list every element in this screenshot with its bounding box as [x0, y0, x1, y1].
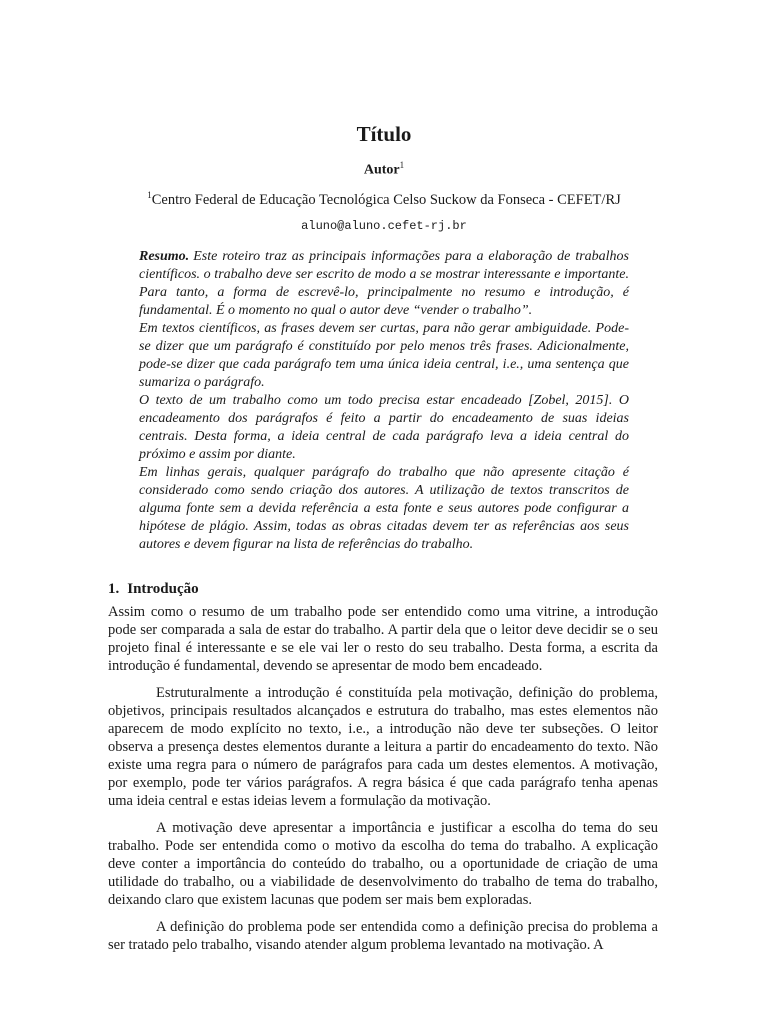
- affiliation-mark: 1: [147, 190, 152, 200]
- author-affiliation-mark: 1: [399, 160, 405, 170]
- abstract-paragraph: Em textos científicos, as frases devem ser curtas, para não gerar ambiguidade. Pode-se dizer que um parágrafo é constituído por pelo menos três frases. Adicionalmente, pode-se dizer que cada parágrafo tem uma única ideia central, i.e., uma sentença que sumariza o parágrafo.: [139, 321, 629, 390]
- affiliation-line: [0, 190, 768, 209]
- affiliation-text: Centro Federal de Educação Tecnológica Celso Suckow da Fonseca - CEFET/RJ: [151, 191, 621, 208]
- abstract-paragraph-text: Este roteiro traz as principais informações para a elaboração de trabalhos científicos. o trabalho deve ser escrito de modo a se mostrar interessante e importante. Para tanto, a forma de escrevê-lo, principalmente no resumo e introdução, é fundamental. É o momento no qual o autor deve “vender o trabalho”.: [139, 249, 629, 318]
- author-line: [0, 160, 768, 179]
- body-paragraph: A motivação deve apresentar a importância e justificar a escolha do tema do seu trabalho. Pode ser entendida como o motivo da escolha do tema do trabalho. A explicação deve conter a importância do conteúdo do trabalho, ou a oportunidade de criação de uma utilidade do trabalho, ou a viabilidade de desenvolvimento do trabalho de tema do trabalho, deixando claro que existem lacunas que podem ser mais bem exploradas.: [108, 820, 658, 908]
- author-email: aluno@aluno.cefet-rj.br: [301, 219, 467, 233]
- body-paragraph: Estruturalmente a introdução é constituída pela motivação, definição do problema, objetivos, principais resultados alcançados e estrutura do trabalho, mas estes elementos não aparecem de modo explícito no texto, i.e., a introdução não deve ter subseções. O leitor observa a presença destes elementos durante a leitura a partir do encadeamento do texto. Não existe uma regra para o número de parágrafos para cada um destes elementos. A motivação, por exemplo, pode ter vários parágrafos. A regra básica é que cada parágrafo tenha apenas uma ideia central e estas ideias levem a formulação da motivação.: [108, 685, 658, 809]
- body-paragraph: Assim como o resumo de um trabalho pode ser entendido como uma vitrine, a introdução pode ser comparada a sala de estar do trabalho. A partir dela que o leitor deve decidir se o seu projeto final é interessante e se ele vai ler o resto do seu trabalho. Desta forma, a escrita da introdução é fundamental, devendo se apresentar de modo bem encadeado.: [108, 604, 658, 674]
- section-body: [108, 603, 658, 963]
- paper-title: Título: [356, 122, 412, 146]
- abstract-paragraph: Em linhas gerais, qualquer parágrafo do trabalho que não apresente citação é considerado como sendo criação dos autores. A utilização de textos transcritos de alguma fonte sem a devida referência a esta fonte e seus autores pode configurar a hipótese de plágio. Assim, todas as obras citadas devem ter as referências aos seus autores e devem figurar na lista de referências do trabalho.: [139, 465, 629, 552]
- abstract-label: Resumo.: [139, 249, 190, 264]
- section-title: Introdução: [127, 581, 199, 597]
- section-heading: [108, 581, 199, 598]
- section-number: 1.: [108, 581, 120, 597]
- body-paragraph: A definição do problema pode ser entendida como a definição precisa do problema a ser tratado pelo trabalho, visando atender algum problema levantado na motivação. A: [108, 919, 658, 953]
- abstract: [139, 248, 629, 554]
- abstract-paragraph: O texto de um trabalho como um todo precisa estar encadeado [Zobel, 2015]. O encadeamento dos parágrafos é feito a partir do encadeamento de suas ideias centrais. Desta forma, a ideia central de cada parágrafo leva a ideia central do próximo e assim por diante.: [139, 393, 629, 462]
- author-name: Autor: [363, 162, 400, 178]
- abstract-paragraph: [139, 248, 629, 320]
